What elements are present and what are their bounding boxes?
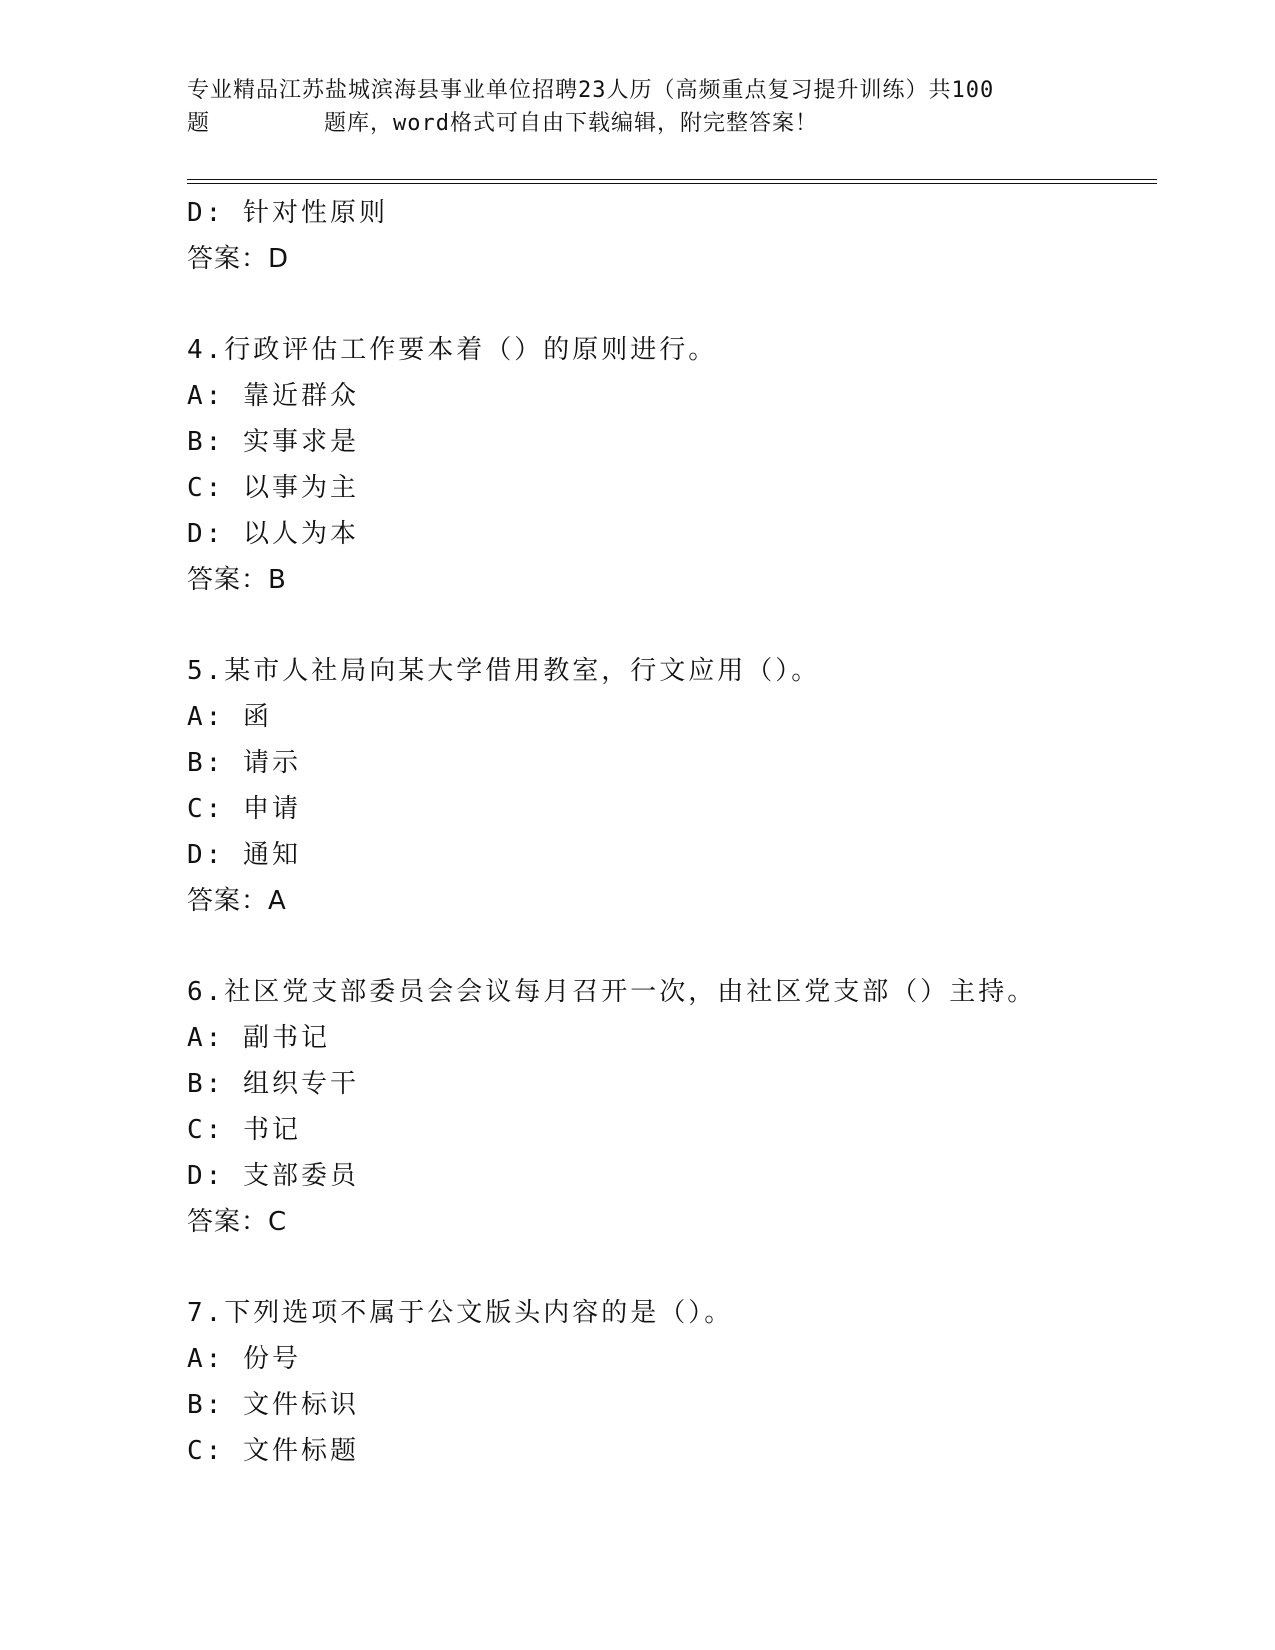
option-d: D: 以人为本	[187, 519, 359, 549]
option-b: B: 组织专干	[187, 1069, 359, 1099]
option-c: C: 文件标题	[187, 1436, 359, 1466]
question-4	[187, 327, 1147, 603]
question-title: 4.行政评估工作要本着（）的原则进行。	[187, 335, 718, 365]
prev-answer: 答案：D	[187, 244, 290, 274]
answer: 答案：B	[187, 565, 287, 595]
answer: 答案：A	[187, 886, 287, 916]
question-6	[187, 969, 1147, 1245]
option-a: A: 副书记	[187, 1023, 330, 1053]
header-divider-bottom	[187, 183, 1157, 184]
option-c: C: 书记	[187, 1115, 301, 1145]
header-divider-top	[187, 179, 1157, 180]
option-b: B: 文件标识	[187, 1390, 359, 1420]
option-a: A: 份号	[187, 1344, 301, 1374]
option-c: C: 以事为主	[187, 473, 359, 503]
option-c: C: 申请	[187, 794, 301, 824]
document-body	[187, 190, 1147, 1474]
option-b: B: 实事求是	[187, 427, 359, 457]
question-title: 5.某市人社局向某大学借用教室，行文应用（）。	[187, 656, 821, 686]
option-b: B: 请示	[187, 748, 301, 778]
option-a: A: 靠近群众	[187, 381, 359, 411]
question-title: 6.社区党支部委员会会议每月召开一次，由社区党支部（）主持。	[187, 977, 1037, 1007]
page-header	[187, 74, 1087, 140]
header-line-2: 题 题库，word格式可自由下载编辑，附完整答案！	[187, 111, 818, 136]
question-title: 7.下列选项不属于公文版头内容的是（）。	[187, 1298, 734, 1328]
prev-option-d: D: 针对性原则	[187, 198, 388, 228]
header-line-1: 专业精品江苏盐城滨海县事业单位招聘23人历（高频重点复习提升训练）共100	[187, 78, 995, 103]
option-d: D: 通知	[187, 840, 301, 870]
question-7	[187, 1290, 1147, 1474]
option-d: D: 支部委员	[187, 1161, 359, 1191]
option-a: A: 函	[187, 702, 272, 732]
question-5	[187, 648, 1147, 924]
answer: 答案：C	[187, 1207, 288, 1237]
